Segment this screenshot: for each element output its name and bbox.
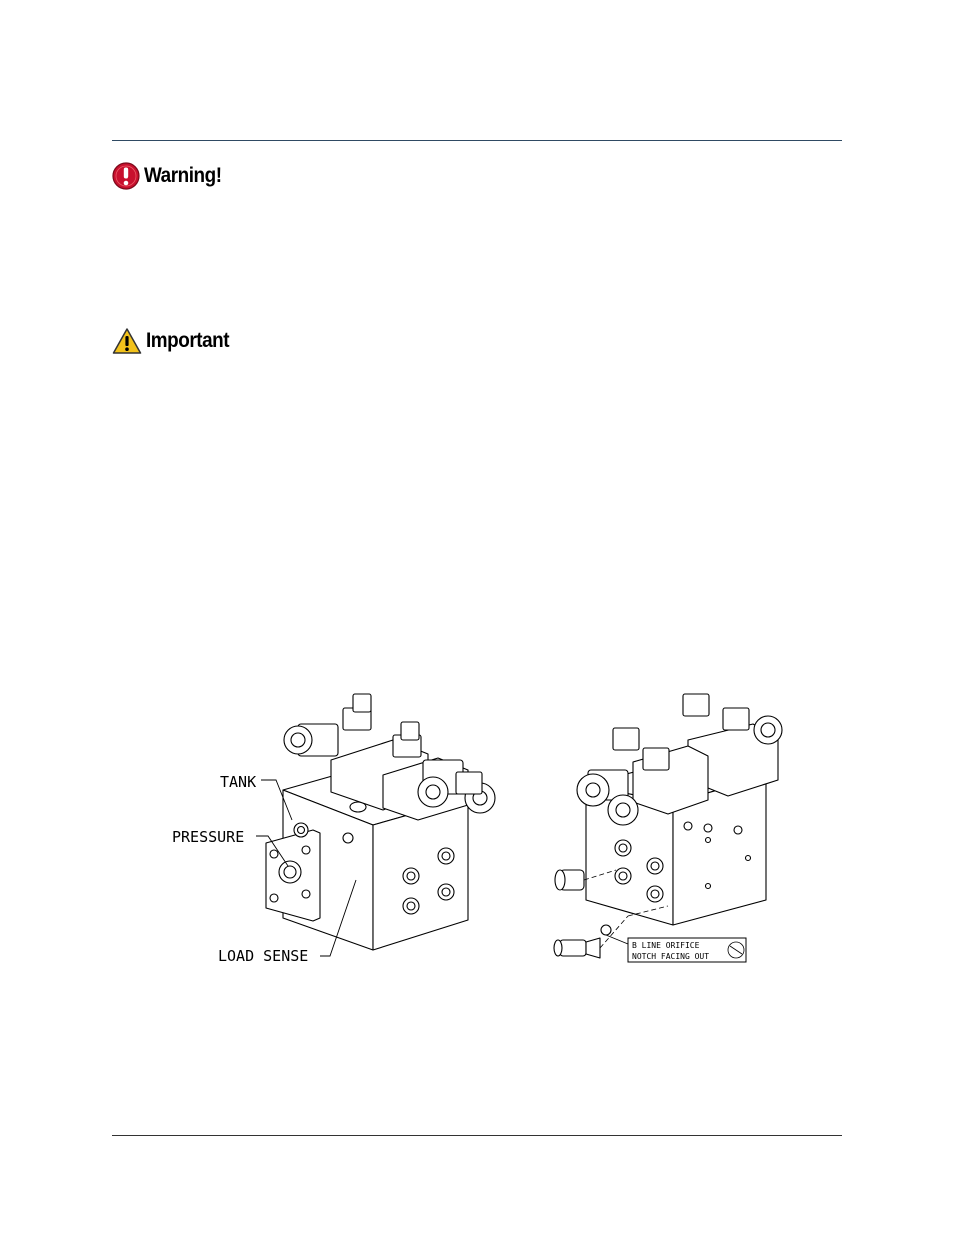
exclamation-circle-icon: [112, 162, 140, 190]
warning-title: Warning!: [144, 164, 222, 187]
tank-label: TANK: [220, 773, 257, 791]
pressure-label: PRESSURE: [172, 828, 245, 846]
left-manifold: [266, 694, 495, 950]
valve-assembly-drawing: [168, 680, 788, 980]
load-sense-label: LOAD SENSE: [218, 947, 309, 965]
valve-assembly-figure: [168, 680, 788, 980]
footer-rule: [112, 1135, 842, 1136]
important-callout: [112, 327, 238, 355]
right-manifold: [554, 694, 782, 958]
orifice-label-line1: B LINE ORIFICE: [632, 941, 700, 950]
orifice-callout-box: [628, 938, 746, 962]
warning-callout: [112, 162, 230, 190]
warning-triangle-icon: [112, 327, 142, 355]
header-rule: [112, 140, 842, 141]
orifice-label-line2: NOTCH FACING OUT: [632, 952, 710, 961]
important-title: Important: [146, 329, 230, 352]
